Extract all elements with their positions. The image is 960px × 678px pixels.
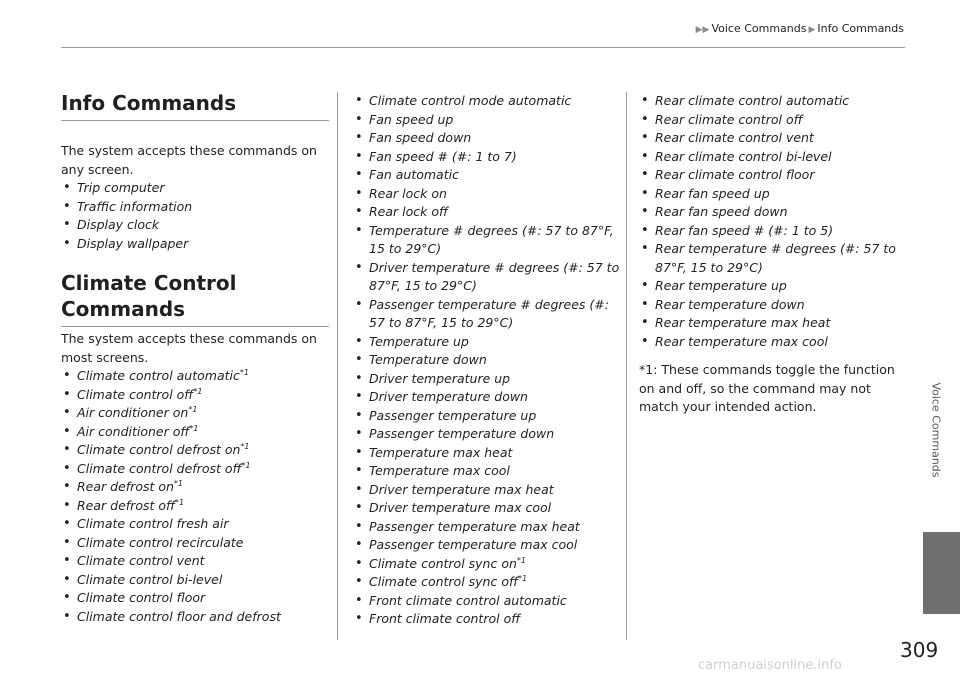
command-text: Climate control defrost on: [77, 442, 241, 457]
command-item: [639, 222, 901, 241]
command-item: [353, 555, 621, 574]
command-item: [61, 534, 321, 553]
command-text: Rear climate control automatic: [655, 93, 850, 108]
command-text: Driver temperature max heat: [369, 481, 554, 497]
command-text: Passenger temperature up: [369, 407, 537, 423]
command-item: [353, 573, 621, 592]
command-item: [639, 129, 901, 148]
command-text: Climate control sync on: [369, 555, 517, 571]
command-text: Temperature # degrees (#: 57 to 87°F, 15 to 29°C): [369, 222, 614, 256]
command-text: Passenger temperature max heat: [369, 518, 580, 534]
command-text: Rear climate control bi-level: [655, 148, 832, 164]
command-text: Rear temperature down: [655, 296, 805, 312]
command-text: Air conditioner off: [77, 423, 190, 439]
command-item: [353, 518, 621, 537]
breadcrumb-section[interactable]: Voice Commands: [711, 22, 807, 35]
command-text: Display wallpaper: [77, 235, 189, 251]
command-text: Rear climate control floor: [655, 167, 815, 182]
command-text: Passenger temperature down: [369, 426, 555, 441]
command-item: [61, 552, 321, 571]
command-text: Driver temperature # degrees (#: 57 to 87°F, 15 to 29°C): [369, 259, 620, 293]
command-item: [61, 478, 321, 497]
column-middle: [353, 92, 621, 629]
command-text: Fan speed down: [369, 130, 472, 145]
command-text: Climate control floor and defrost: [77, 608, 281, 624]
command-item: [353, 111, 621, 130]
command-text: Rear temperature max cool: [655, 333, 828, 349]
command-text: Passenger temperature max cool: [369, 537, 578, 552]
command-text: Traffic information: [77, 198, 193, 214]
command-text: Climate control automatic: [77, 368, 240, 383]
command-item: [353, 259, 621, 296]
climate-commands-list-2: [353, 92, 621, 629]
command-text: Rear climate control vent: [655, 130, 814, 145]
command-item: [353, 444, 621, 463]
command-item: [353, 296, 621, 333]
footnote-marker: *1: [175, 497, 185, 507]
command-item: [61, 404, 321, 423]
command-text: Climate control fresh air: [77, 516, 229, 531]
side-section-label: Voice Commands: [929, 382, 943, 478]
command-item: [639, 185, 901, 204]
footnote-marker: *1: [189, 423, 199, 433]
command-item: [639, 203, 901, 222]
command-item: [61, 179, 321, 198]
footnote-marker: *1: [241, 460, 251, 470]
command-text: Climate control defrost off: [77, 460, 242, 476]
command-item: [353, 203, 621, 222]
column-divider: [337, 92, 338, 640]
command-text: Fan speed # (#: 1 to 7): [369, 148, 517, 164]
page-number: 309: [900, 638, 939, 662]
command-item: [61, 235, 321, 254]
command-item: [61, 608, 321, 627]
breadcrumb-page[interactable]: Info Commands: [817, 22, 904, 35]
info-commands-heading: Info Commands: [61, 90, 329, 121]
command-text: Climate control sync off: [369, 574, 518, 589]
command-text: Rear fan speed up: [655, 185, 770, 201]
command-text: Air conditioner on: [77, 405, 189, 420]
command-item: [61, 198, 321, 217]
command-item: [639, 240, 901, 277]
header-rule: [61, 47, 905, 48]
climate-intro: [61, 330, 321, 626]
footnote-marker: *1: [173, 478, 184, 488]
footnote-marker: *1: [516, 555, 526, 565]
footnote: *1: These commands toggle the function on and off, so the command may not match your intended action.: [639, 362, 895, 414]
command-item: [639, 166, 901, 185]
command-item: [61, 386, 321, 405]
command-item: [353, 425, 621, 444]
command-item: [353, 499, 621, 518]
command-text: Front climate control off: [369, 611, 521, 626]
column-right: [639, 92, 901, 417]
command-item: [353, 92, 621, 111]
command-item: [61, 589, 321, 608]
watermark: carmanualsonline.info: [698, 658, 842, 673]
command-item: [61, 460, 321, 479]
command-item: [353, 148, 621, 167]
command-item: [353, 129, 621, 148]
command-item: [639, 92, 901, 111]
footnote-marker: *1: [239, 367, 249, 377]
command-text: Driver temperature down: [369, 389, 528, 404]
command-item: [61, 216, 321, 235]
command-item: [639, 314, 901, 333]
footnote-marker: *1: [518, 573, 528, 583]
command-text: Fan speed up: [369, 111, 454, 127]
command-text: Rear temperature max heat: [655, 315, 831, 330]
command-text: Rear lock off: [369, 204, 449, 219]
command-item: [353, 536, 621, 555]
arrow-icon: ▶: [808, 25, 816, 35]
command-item: [639, 296, 901, 315]
command-item: [353, 592, 621, 611]
command-item: [353, 370, 621, 389]
command-item: [61, 367, 321, 386]
climate-commands-list-3: [639, 92, 901, 351]
command-item: [61, 423, 321, 442]
climate-commands-list-1: [61, 367, 321, 626]
climate-commands-heading: Climate Control Commands: [61, 270, 329, 327]
column-divider: [626, 92, 627, 640]
command-text: Climate control off: [77, 386, 194, 402]
command-item: [61, 571, 321, 590]
command-text: Trip computer: [77, 180, 165, 195]
command-text: Rear defrost on: [77, 479, 174, 494]
command-item: [353, 388, 621, 407]
command-text: Climate control bi-level: [77, 571, 223, 587]
command-text: Rear fan speed down: [655, 204, 788, 219]
footnote-marker: *1: [188, 404, 198, 414]
footnote-marker: *1: [240, 441, 250, 451]
command-text: Temperature max cool: [369, 463, 510, 478]
command-text: Rear lock on: [369, 185, 447, 201]
command-item: [353, 333, 621, 352]
command-text: Rear defrost off: [77, 497, 176, 513]
command-text: Driver temperature max cool: [369, 500, 552, 515]
command-item: [639, 111, 901, 130]
command-item: [353, 166, 621, 185]
command-item: [353, 222, 621, 259]
command-text: Climate control mode automatic: [369, 93, 572, 108]
command-item: [639, 277, 901, 296]
command-item: [353, 481, 621, 500]
command-text: Display clock: [77, 217, 160, 232]
command-item: [353, 610, 621, 629]
footnote-marker: *1: [193, 386, 203, 396]
command-item: [61, 515, 321, 534]
info-intro: [61, 142, 321, 253]
command-item: [61, 497, 321, 516]
command-text: Fan automatic: [369, 167, 459, 182]
command-item: [61, 441, 321, 460]
command-text: Rear temperature # degrees (#: 57 to 87°F, 15 to 29°C): [655, 241, 896, 275]
command-text: Temperature down: [369, 352, 487, 367]
command-text: Passenger temperature # degrees (#: 57 to 87°F, 15 to 29°C): [369, 296, 609, 330]
info-commands-list: [61, 179, 321, 253]
command-text: Rear temperature up: [655, 278, 787, 293]
command-item: [353, 462, 621, 481]
breadcrumb: [600, 22, 904, 35]
command-text: Front climate control automatic: [369, 592, 567, 608]
double-arrow-icon: ▶▶: [695, 25, 710, 35]
command-item: [353, 351, 621, 370]
climate-intro-text: The system accepts these commands on most screens.: [61, 331, 317, 365]
command-text: Rear fan speed # (#: 1 to 5): [655, 222, 834, 238]
command-text: Temperature up: [369, 333, 469, 349]
command-text: Climate control vent: [77, 553, 205, 568]
command-text: Temperature max heat: [369, 444, 513, 460]
command-text: Climate control recirculate: [77, 534, 244, 550]
command-text: Rear climate control off: [655, 111, 803, 127]
section-tab[interactable]: [923, 532, 960, 614]
command-item: [639, 333, 901, 352]
command-item: [639, 148, 901, 167]
command-text: Climate control floor: [77, 590, 206, 605]
command-item: [353, 407, 621, 426]
command-text: Driver temperature up: [369, 370, 511, 386]
info-intro-text: The system accepts these commands on any screen.: [61, 143, 317, 177]
command-item: [353, 185, 621, 204]
